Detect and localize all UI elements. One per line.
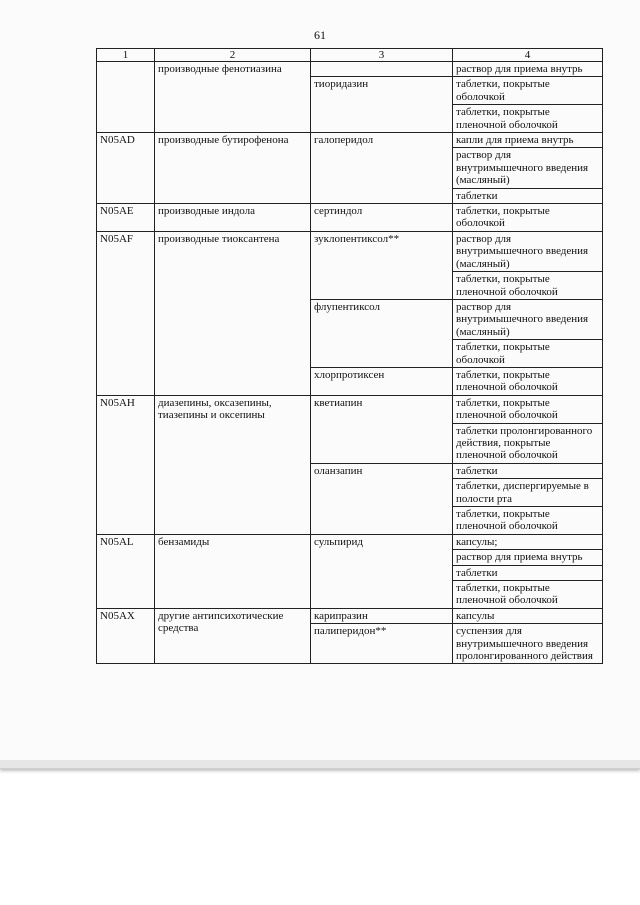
dosage-form-cell: таблетки, покрытые пленочной оболочкой xyxy=(453,507,603,535)
drug-name-cell: сертиндол xyxy=(311,204,453,232)
dosage-form-cell: таблетки, покрытые пленочной оболочкой xyxy=(453,395,603,423)
header-row xyxy=(97,49,603,62)
header-cell: 4 xyxy=(453,49,603,62)
scan-edge xyxy=(0,760,640,768)
dosage-form-cell: суспензия для внутримышечного введения пролонгированного действия xyxy=(453,624,603,664)
group-name-cell: производные бутирофенона xyxy=(155,133,311,204)
dosage-form-cell: таблетки, покрытые оболочкой xyxy=(453,340,603,368)
group-name-cell: диазепины, оксазепины, тиазепины и оксепины xyxy=(155,395,311,534)
dosage-form-cell: раствор для приема внутрь xyxy=(453,550,603,565)
dosage-form-cell: таблетки xyxy=(453,565,603,580)
drug-name-cell: галоперидол xyxy=(311,133,453,204)
group-name-cell: бензамиды xyxy=(155,534,311,608)
drug-name-cell: флупентиксол xyxy=(311,299,453,367)
dosage-form-cell: капсулы xyxy=(453,608,603,623)
dosage-form-cell: таблетки, покрытые пленочной оболочкой xyxy=(453,272,603,300)
dosage-form-cell: таблетки, диспергируемые в полости рта xyxy=(453,479,603,507)
dosage-form-cell: раствор для внутримышечного введения (масляный) xyxy=(453,299,603,339)
drug-name-cell: кветиапин xyxy=(311,395,453,463)
group-name-cell: производные тиоксантена xyxy=(155,231,311,395)
atc-code-cell xyxy=(97,62,155,133)
drug-name-cell: зуклопентиксол** xyxy=(311,231,453,299)
dosage-form-cell: таблетки, покрытые пленочной оболочкой xyxy=(453,581,603,609)
atc-code-cell: N05AD xyxy=(97,133,155,204)
atc-code-cell: N05AF xyxy=(97,231,155,395)
dosage-form-cell: таблетки пролонгированного действия, покрытые пленочной оболочкой xyxy=(453,423,603,463)
dosage-form-cell: раствор для внутримышечного введения (масляный) xyxy=(453,231,603,271)
group-name-cell: производные фенотиазина xyxy=(155,62,311,133)
dosage-form-cell: таблетки xyxy=(453,463,603,478)
dosage-form-cell: таблетки, покрытые пленочной оболочкой xyxy=(453,105,603,133)
table-row xyxy=(97,534,603,549)
table-row xyxy=(97,62,603,77)
table-row xyxy=(97,133,603,148)
atc-code-cell: N05AH xyxy=(97,395,155,534)
drug-name-cell: палиперидон** xyxy=(311,624,453,664)
dosage-form-cell: таблетки, покрытые оболочкой xyxy=(453,77,603,105)
header-cell: 2 xyxy=(155,49,311,62)
atc-code-cell: N05AL xyxy=(97,534,155,608)
atc-code-cell: N05AX xyxy=(97,608,155,664)
table-row xyxy=(97,608,603,623)
drug-name-cell: сульпирид xyxy=(311,534,453,608)
group-name-cell: другие антипсихотические средства xyxy=(155,608,311,664)
header-cell: 3 xyxy=(311,49,453,62)
group-name-cell: производные индола xyxy=(155,204,311,232)
page-number: 61 xyxy=(314,28,326,42)
dosage-form-cell: капли для приема внутрь xyxy=(453,133,603,148)
dosage-form-cell: капсулы; xyxy=(453,534,603,549)
table-row xyxy=(97,204,603,232)
drug-name-cell: тиоридазин xyxy=(311,77,453,133)
table-row xyxy=(97,395,603,423)
dosage-form-cell: раствор для приема внутрь xyxy=(453,62,603,77)
dosage-form-cell: таблетки xyxy=(453,188,603,203)
drug-name-cell: хлорпротиксен xyxy=(311,367,453,395)
drug-name-cell: оланзапин xyxy=(311,463,453,534)
dosage-form-cell: таблетки, покрытые оболочкой xyxy=(453,204,603,232)
drug-name-cell xyxy=(311,62,453,77)
drug-name-cell: карипразин xyxy=(311,608,453,623)
drug-table xyxy=(96,48,603,664)
table-row xyxy=(97,231,603,271)
dosage-form-cell: раствор для внутримышечного введения (масляный) xyxy=(453,148,603,188)
atc-code-cell: N05AE xyxy=(97,204,155,232)
dosage-form-cell: таблетки, покрытые пленочной оболочкой xyxy=(453,367,603,395)
header-cell: 1 xyxy=(97,49,155,62)
